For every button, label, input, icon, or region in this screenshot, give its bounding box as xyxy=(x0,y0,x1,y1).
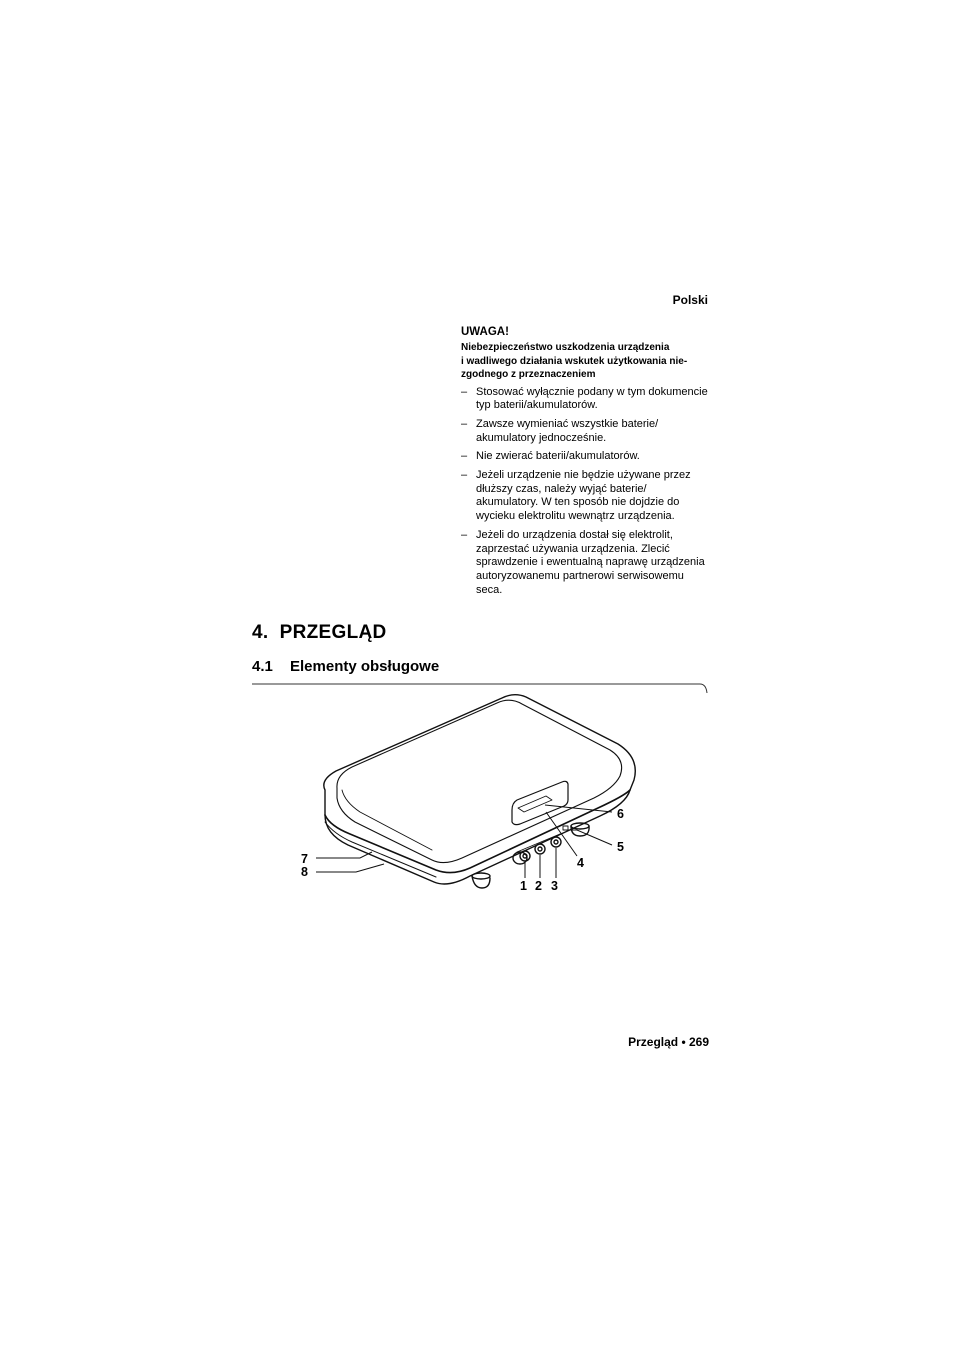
warning-subtitle xyxy=(461,341,711,382)
warning-subtitle-line: zgodnego z przeznaczeniem xyxy=(461,369,596,380)
callout-2: 2 xyxy=(535,879,542,893)
warning-block xyxy=(461,326,711,602)
list-item xyxy=(461,450,711,464)
warning-title: UWAGA! xyxy=(461,326,509,338)
warning-subtitle-line: Niebezpieczeństwo uszkodzenia urządzenia xyxy=(461,342,670,353)
list-item xyxy=(461,529,711,598)
dash-bullet-icon: – xyxy=(461,469,468,482)
section-number: 4. xyxy=(252,622,269,643)
section-heading xyxy=(252,622,387,644)
dash-bullet-icon: – xyxy=(461,528,468,541)
list-item-text: Stosować wyłącznie podany w tym dokumencie typ baterii/akumulatorów. xyxy=(476,385,708,412)
section-title: PRZEGLĄD xyxy=(279,622,387,643)
list-item-text: Jeżeli urządzenie nie będzie używane przez dłuższy czas, należy wyjąć baterie/ akumulatory. W ten sposób nie dojdzie do wycieku elektrolitu wewnątrz urządzenia. xyxy=(476,469,691,523)
callout-7: 7 xyxy=(301,852,308,866)
dash-bullet-icon: – xyxy=(461,417,468,430)
list-item xyxy=(461,469,711,524)
device-illustration xyxy=(290,688,650,903)
subsection-number: 4.1 xyxy=(252,658,273,675)
list-item-text: Nie zwierać baterii/akumulatorów. xyxy=(476,450,640,463)
list-item xyxy=(461,386,711,413)
language-label: Polski xyxy=(672,293,708,307)
callout-8: 8 xyxy=(301,865,308,879)
subsection-title: Elementy obsługowe xyxy=(290,658,440,675)
callout-4: 4 xyxy=(577,856,584,870)
callout-3: 3 xyxy=(551,879,558,893)
dash-bullet-icon: – xyxy=(461,450,468,463)
warning-list xyxy=(461,386,711,598)
callout-1: 1 xyxy=(520,879,527,893)
list-item-text: Jeżeli do urządzenia dostał się elektrolit, zaprzestać używania urządzenia. Zlecić sprawdzenie i ewentualną naprawę urządzenia autoryzowanemu partnerowi serwisowemu seca. xyxy=(476,528,705,596)
list-item xyxy=(461,418,711,445)
callout-6: 6 xyxy=(617,807,624,821)
warning-subtitle-line: i wadliwego działania wskutek użytkowania nie- xyxy=(461,355,688,367)
subsection-heading xyxy=(252,658,439,675)
dash-bullet-icon: – xyxy=(461,385,468,398)
page-footer: Przegląd • 269 xyxy=(628,1035,709,1049)
callout-5: 5 xyxy=(617,840,624,854)
list-item-text: Zawsze wymieniać wszystkie baterie/ akumulatory jednocześnie. xyxy=(476,417,659,444)
